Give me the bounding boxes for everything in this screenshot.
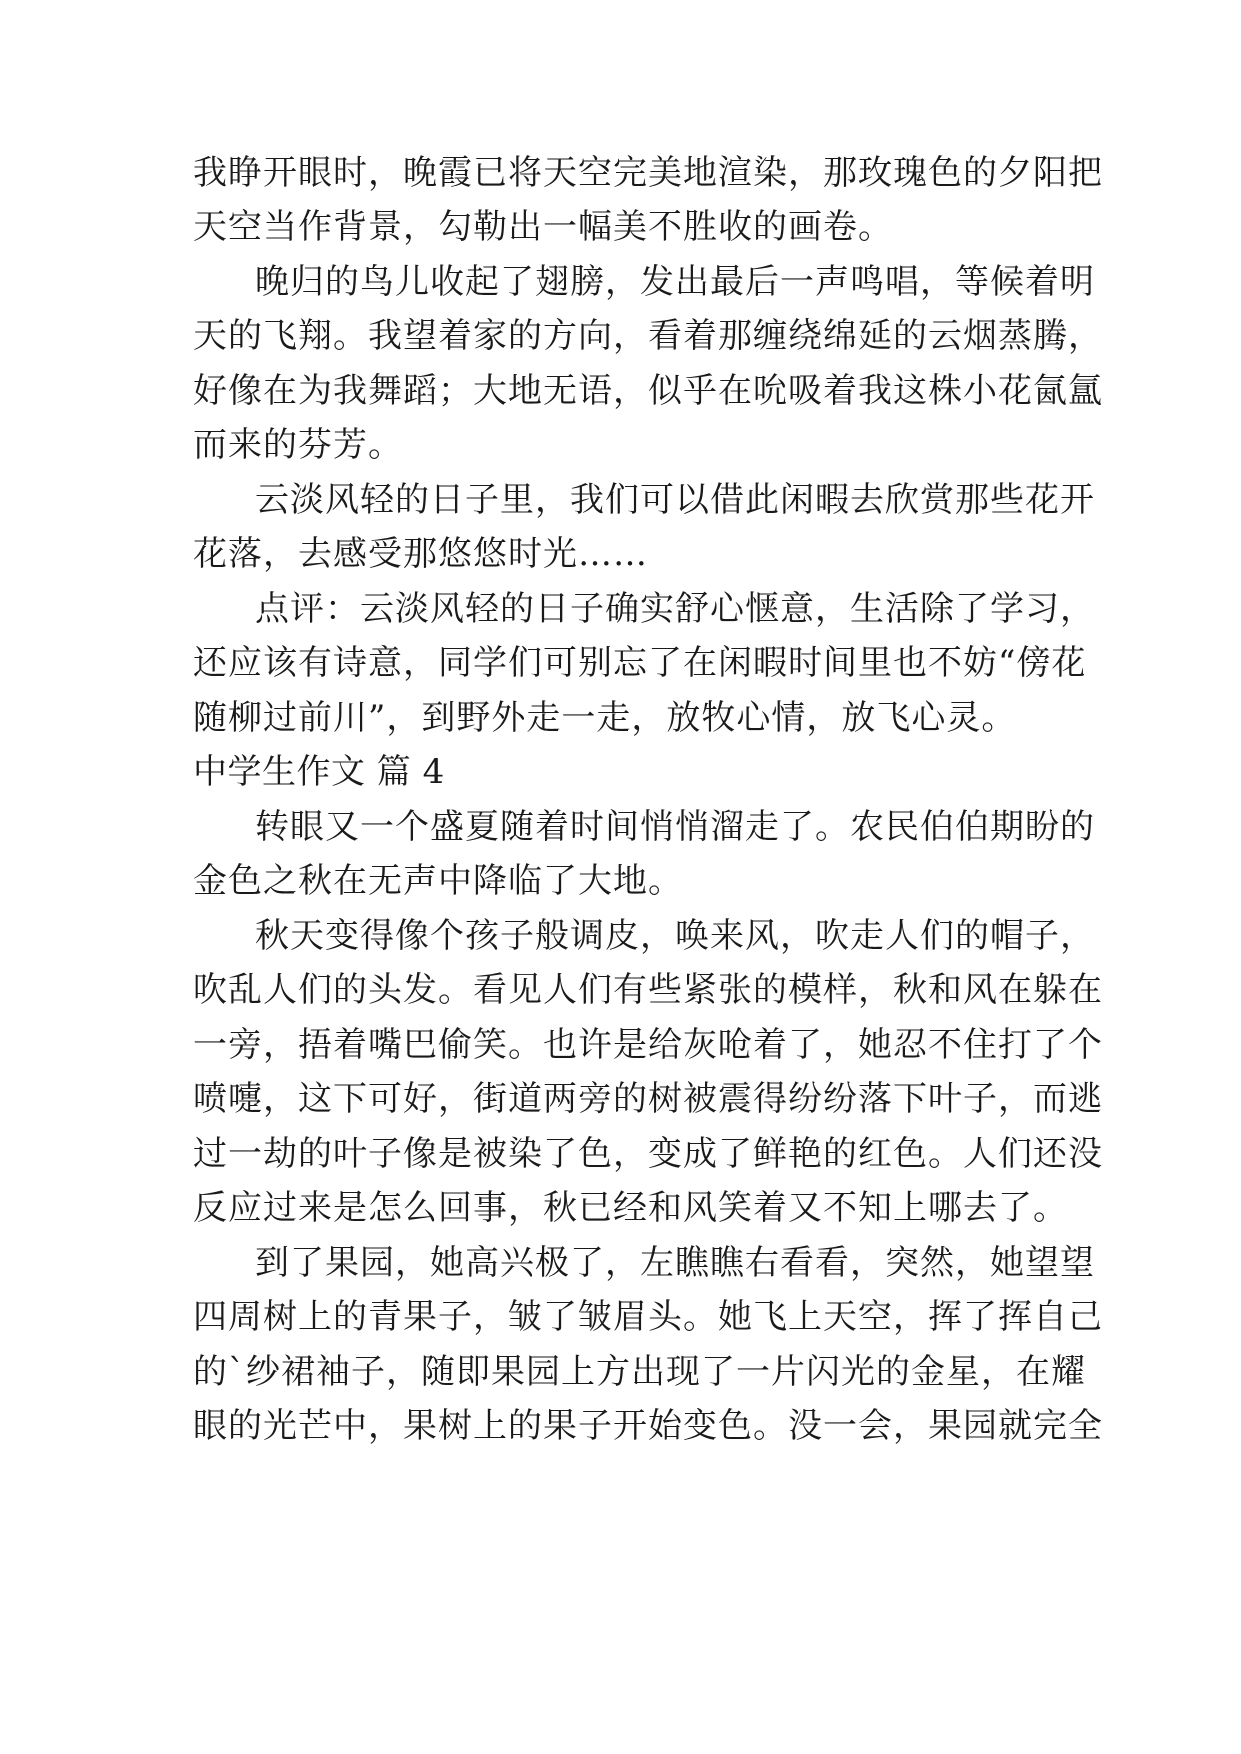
paragraph-first-line: 点评：云淡风轻的日子确实舒心惬意，生活除了学习，: [255, 589, 1095, 629]
text-line: 天空当作背景，勾勒出一幅美不胜收的画卷。: [193, 207, 893, 247]
text-line: 金色之秋在无声中降临了大地。: [193, 861, 683, 901]
text-line: 眼的光芒中，果树上的果子开始变色。没一会，果园就完全: [193, 1406, 1103, 1446]
text-line: 随柳过前川”，到野外走一走，放牧心情，放飞心灵。: [193, 698, 1017, 738]
paragraph-first-line: 秋天变得像个孩子般调皮，唤来风，吹走人们的帽子，: [255, 916, 1095, 956]
text-line: 花落，去感受那悠悠时光……: [193, 534, 648, 574]
text-line: 而来的芬芳。: [193, 425, 403, 465]
text-line: 好像在为我舞蹈；大地无语，似乎在吮吸着我这株小花氤氲: [193, 371, 1103, 411]
text-line: 反应过来是怎么回事，秋已经和风笑着又不知上哪去了。: [193, 1188, 1068, 1228]
paragraph-first-line: 到了果园，她高兴极了，左瞧瞧右看看，突然，她望望: [255, 1243, 1095, 1283]
paragraph-first-line: 晚归的鸟儿收起了翅膀，发出最后一声鸣唱，等候着明: [255, 262, 1095, 302]
text-line: 四周树上的青果子，皱了皱眉头。她飞上天空，挥了挥自己: [193, 1297, 1103, 1337]
text-line: 天的飞翔。我望着家的方向，看着那缠绕绵延的云烟蒸腾，: [193, 316, 1103, 356]
text-line: 吹乱人们的头发。看见人们有些紧张的模样，秋和风在躲在: [193, 970, 1103, 1010]
text-line: 一旁，捂着嘴巴偷笑。也许是给灰呛着了，她忍不住打了个: [193, 1025, 1103, 1065]
text-line: 的`纱裙袖子，随即果园上方出现了一片闪光的金星，在耀: [193, 1352, 1086, 1392]
text-line: 过一劫的叶子像是被染了色，变成了鲜艳的红色。人们还没: [193, 1134, 1103, 1174]
text-line: 还应该有诗意，同学们可别忘了在闲暇时间里也不妨“傍花: [193, 643, 1087, 683]
section-heading: 中学生作文 篇 4: [193, 752, 445, 792]
paragraph-first-line: 转眼又一个盛夏随着时间悄悄溜走了。农民伯伯期盼的: [255, 807, 1095, 847]
text-line: 我睁开眼时，晚霞已将天空完美地渲染，那玫瑰色的夕阳把: [193, 153, 1103, 193]
text-line: 喷嚏，这下可好，街道两旁的树被震得纷纷落下叶子，而逃: [193, 1079, 1103, 1119]
paragraph-first-line: 云淡风轻的日子里，我们可以借此闲暇去欣赏那些花开: [255, 480, 1095, 520]
